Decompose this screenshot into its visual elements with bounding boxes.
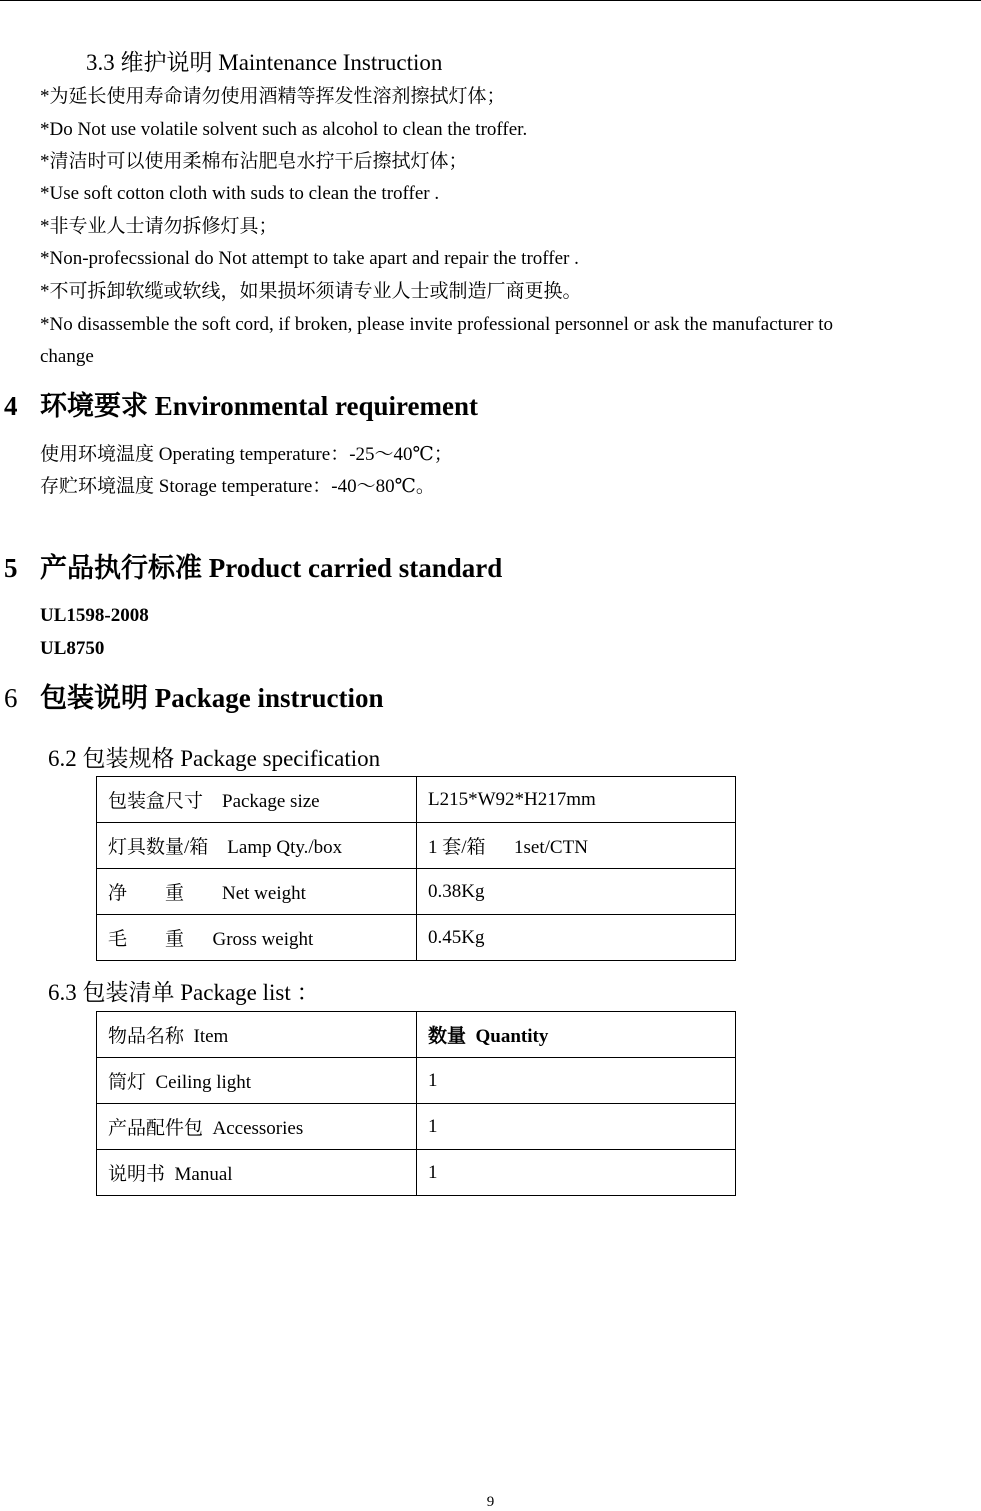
standard-heading [4,552,502,584]
table-cell: 1 [417,1150,736,1196]
standard-item: UL8750 [40,638,105,659]
operating-temperature: 使用环境温度 Operating temperature：-25～40℃； [40,444,453,465]
table-cell: 灯具数量/箱 Lamp Qty./box [97,823,417,869]
table-row [97,1104,736,1150]
page-number: 9 [486,1494,495,1510]
section-title: 包装说明 Package instruction [40,683,384,713]
storage-temperature: 存贮环境温度 Storage temperature：-40～80℃。 [40,476,435,497]
table-cell: 说明书 Manual [97,1150,417,1196]
maintenance-line: *清洁时可以使用柔棉布沾肥皂水拧干后擦拭灯体； [40,151,468,172]
section-number: 5 [4,553,18,583]
table-row [97,777,736,823]
section-title: 产品执行标准 Product carried standard [40,553,503,583]
package-spec-heading: 6.2 包装规格 Package specification [48,746,381,771]
table-cell: 筒灯 Ceiling light [97,1058,417,1104]
maintenance-line: *No disassemble the soft cord, if broken, please invite professional personnel or ask the manufacturer to [40,314,834,335]
maintenance-line: *Non-profecssional do Not attempt to take apart and repair the troffer . [40,248,579,269]
maintenance-line: *Use soft cotton cloth with suds to clean the troffer . [40,183,440,204]
maintenance-line: change [40,346,94,367]
maintenance-line: *不可拆卸软缆或软线，如果损坏须请专业人士或制造厂商更换。 [40,281,582,302]
table-cell: 0.45Kg [417,915,736,961]
environment-heading [4,390,478,422]
header-rule [0,0,981,1]
table-cell: 1 [417,1104,736,1150]
table-cell: 0.38Kg [417,869,736,915]
maintenance-line: *Do Not use volatile solvent such as alcohol to clean the troffer. [40,119,528,140]
maintenance-line: *非专业人士请勿拆修灯具； [40,216,278,237]
section-title: 环境要求 Environmental requirement [40,391,478,421]
table-cell: L215*W92*H217mm [417,777,736,823]
table-cell: 净 重 Net weight [97,869,417,915]
package-heading [4,682,384,714]
table-row [97,869,736,915]
table-row [97,823,736,869]
package-spec-table [96,776,736,961]
table-cell: 产品配件包 Accessories [97,1104,417,1150]
table-header-cell: 数量 Quantity [417,1012,736,1058]
table-cell: 1 [417,1058,736,1104]
table-cell: 包装盒尺寸 Package size [97,777,417,823]
table-cell: 1 套/箱 1set/CTN [417,823,736,869]
standard-item: UL1598-2008 [40,605,149,626]
section-number: 4 [4,391,18,421]
table-header-cell: 物品名称 Item [97,1012,417,1058]
table-row [97,1150,736,1196]
table-cell: 毛 重 Gross weight [97,915,417,961]
table-row [97,915,736,961]
table-row [97,1058,736,1104]
maintenance-line: *为延长使用寿命请勿使用酒精等挥发性溶剂擦拭灯体； [40,86,506,107]
package-list-heading: 6.3 包装清单 Package list ： [48,980,320,1005]
package-list-table [96,1011,736,1196]
section-number: 6 [4,683,18,713]
table-header-row [97,1012,736,1058]
maintenance-heading: 3.3 维护说明 Maintenance Instruction [86,50,443,75]
